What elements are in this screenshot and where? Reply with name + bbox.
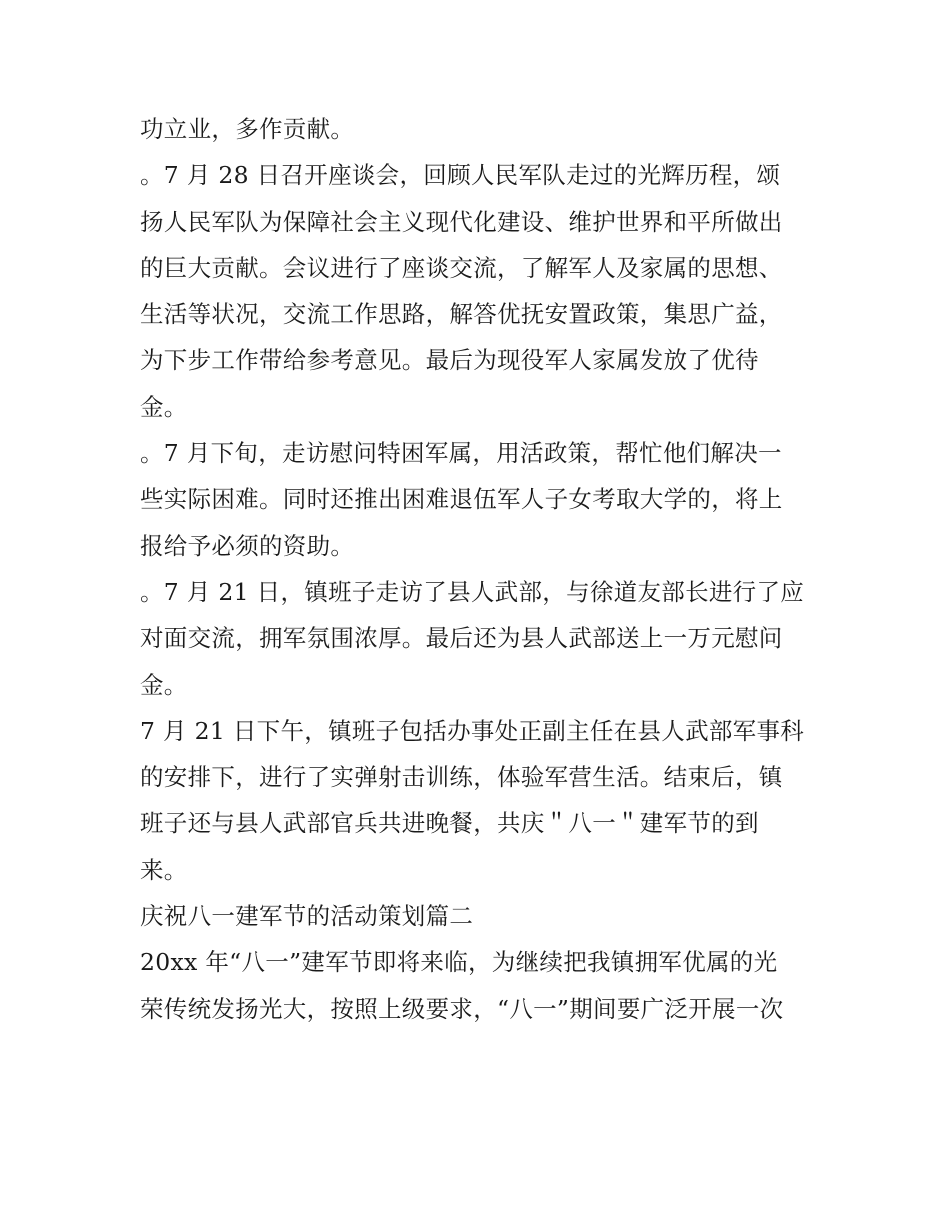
text-line: 。7 月 28 日召开座谈会，回顾人民军队走过的光辉历程，颂	[140, 161, 781, 190]
text-line: 扬人民军队为保障社会主义现代化建设、维护世界和平所做出	[140, 207, 783, 236]
text-line: 些实际困难。同时还推出困难退伍军人子女考取大学的，将上	[140, 485, 783, 514]
text-line: 来。	[140, 855, 188, 884]
text-line: 生活等状况，交流工作思路，解答优抚安置政策，集思广益，	[140, 300, 783, 329]
document-body	[140, 106, 820, 1032]
text-line: 7 月 21 日下午，镇班子包括办事处正副主任在县人武部军事科	[140, 716, 805, 745]
text-line: 班子还与县人武部官兵共进晚餐，共庆＂八一＂建军节的到	[140, 809, 759, 838]
text-line: 功立业，多作贡献。	[140, 115, 355, 143]
text-line: 报给予必须的资助。	[140, 531, 355, 560]
text-line: 对面交流，拥军氛围浓厚。最后还为县人武部送上一万元慰问	[140, 624, 783, 653]
text-line: 。7 月 21 日，镇班子走访了县人武部，与徐道友部长进行了应	[140, 577, 805, 606]
text-line: 20xx 年“八一”建军节即将来临，为继续把我镇拥军优属的光	[140, 948, 778, 977]
text-line: 为下步工作带给参考意见。最后为现役军人家属发放了优待	[140, 346, 759, 375]
text-line: 。7 月下旬，走访慰问特困军属，用活政策，帮忙他们解决一	[140, 439, 782, 468]
section-heading: 庆祝八一建军节的活动策划篇二	[140, 902, 474, 931]
text-line: 的安排下，进行了实弹射击训练，体验军营生活。结束后，镇	[140, 763, 783, 792]
text-line: 的巨大贡献。会议进行了座谈交流，了解军人及家属的思想、	[140, 253, 783, 282]
text-line: 荣传统发扬光大，按照上级要求，“八一”期间要广泛开展一次	[140, 994, 784, 1023]
text-line: 金。	[140, 392, 188, 421]
text-line: 金。	[140, 670, 188, 699]
